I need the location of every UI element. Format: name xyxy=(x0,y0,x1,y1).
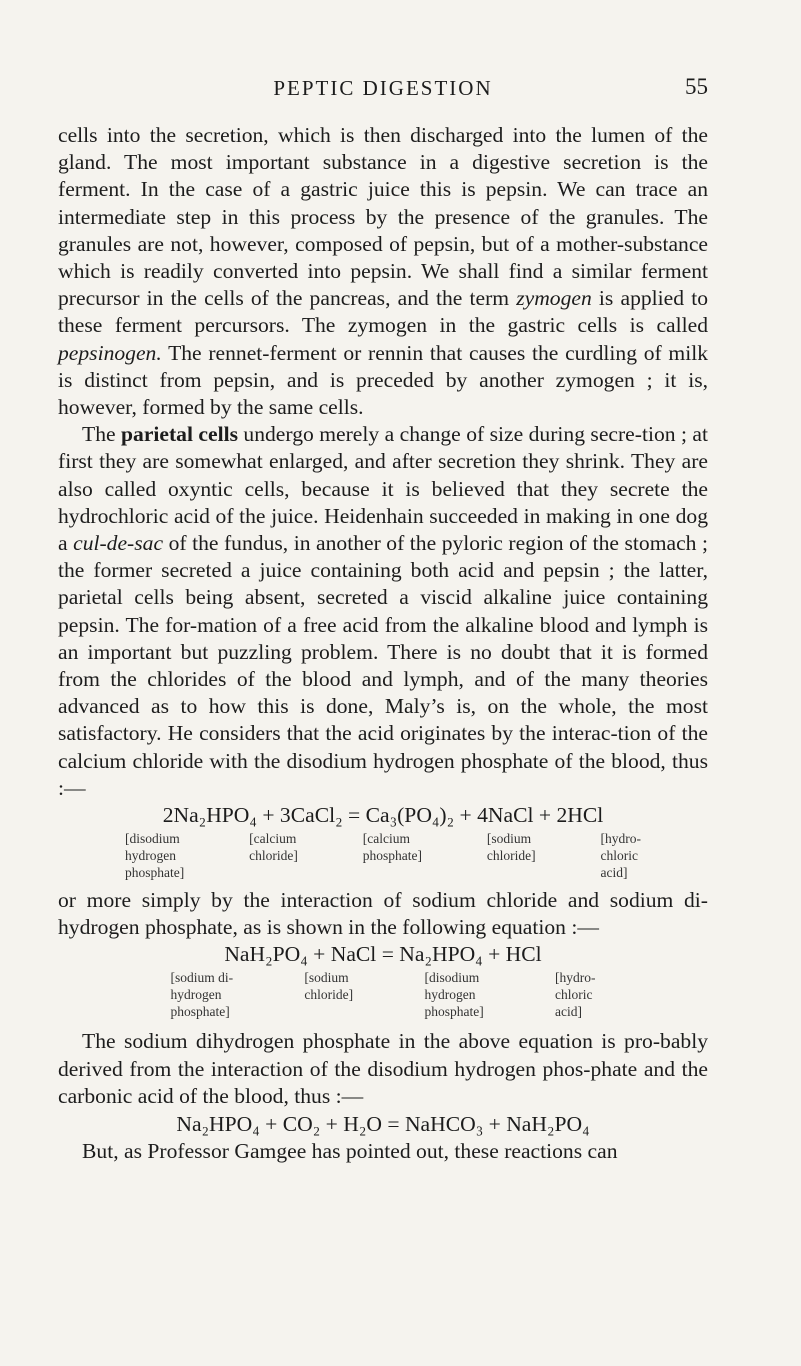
term-parietal-cells: parietal cells xyxy=(121,422,238,447)
equation-label: [disodium hydrogen phosphate] xyxy=(424,970,484,1020)
paragraph-simpler: or more simply by the interaction of sodium chloride and sodium di-hydrogen phosphate, as is shown in the following equation :— xyxy=(58,888,708,940)
equation-label: [hydro- chloric acid] xyxy=(600,831,641,881)
equation-formula: NaH₂PO₄ + NaCl = Na₂HPO₄ + HCl xyxy=(224,942,542,967)
text-run: is applied to these ferment percursors. The zymogen in the gastric cells is called xyxy=(58,286,708,338)
term-cul-de-sac: cul-de-sac xyxy=(73,531,164,556)
equation-label: [sodium di- hydrogen phosphate] xyxy=(170,970,234,1020)
equation-labels xyxy=(125,830,641,881)
equation-formula: 2Na₂HPO₄ + 3CaCl₂ = Ca₃(PO₄)₂ + 4NaCl + 2HCl xyxy=(162,803,604,828)
paragraph-dihydrogen: The sodium dihydrogen phosphate in the above equation is pro-bably derived from the interaction of the disodium hydrogen phos-phate and the carbonic acid of the blood, thus :— xyxy=(58,1029,708,1108)
paragraph-parietal-cells xyxy=(58,421,708,802)
text-run: cells into the secretion, which is then discharged into the lumen of the gland. The most important substance in a digestive secretion is the ferment. In the case of a gastric juice this is pepsin. We can trace an intermediate step in this process by the presence of the granules. The granules are not, however, composed of pepsin, but of a mother-substance which is readily converted into pepsin. We shall find a similar ferment precursor in the cells of the pancreas, and the term xyxy=(58,123,708,311)
text-run: The xyxy=(82,422,122,447)
paragraph-zymogen xyxy=(58,122,708,421)
running-title: PEPTIC DIGESTION xyxy=(273,76,493,100)
equation-label: [hydro- chloric acid] xyxy=(554,970,596,1020)
text-run: The rennet-ferment or rennin that causes the curdling of milk is distinct from pepsin, and is preceded by another zymogen ; it is, however, formed by the same cells. xyxy=(58,340,708,420)
equation-label: [calcium phosphate] xyxy=(362,831,422,864)
text-run: undergo merely a change of size during secre-tion ; at first they are somewhat enlarged, and after secretion they shrink. They are also called oxyntic cells, because it is believed that they secrete the hydrochloric acid of the juice. Heidenhain succeeded in making in one dog a xyxy=(58,422,708,556)
term-zymogen: zymogen xyxy=(516,286,592,311)
page-header xyxy=(58,74,708,110)
equation-label: [disodium hydrogen phosphate] xyxy=(125,831,185,881)
term-pepsinogen: pepsinogen. xyxy=(58,340,162,365)
page-number: 55 xyxy=(685,74,708,99)
equation-labels xyxy=(171,969,596,1020)
paragraph-gamgee: But, as Professor Gamgee has pointed out, these reactions can xyxy=(82,1139,618,1164)
body-text xyxy=(58,122,708,1165)
equation-label: [calcium chloride] xyxy=(249,831,298,864)
equation-carbonic xyxy=(58,1111,708,1138)
equation-label: [sodium chloride] xyxy=(304,970,354,1003)
text-run: of the fundus, in another of the pyloric region of the stomach ; the former secreted a juice containing both acid and pepsin ; the latter, parietal cells being absent, secreted a viscid alkaline juice containing pepsin. The for-mation of a free acid from the alkaline blood and lymph is an important but puzzling problem. There is no doubt that it is formed from the chlorides of the blood and lymph, and of the many theories advanced as to how this is done, Maly’s is, on the whole, the most satisfactory. He considers that the acid originates by the interac-tion of the calcium chloride with the disodium hydrogen phosphate of the blood, thus :— xyxy=(58,531,708,800)
equation-label: [sodium chloride] xyxy=(486,831,536,864)
equation-maly xyxy=(58,802,708,881)
equation-simple xyxy=(58,941,708,1020)
equation-formula: Na₂HPO₄ + CO₂ + H₂O = NaHCO₃ + NaH₂PO₄ xyxy=(176,1112,590,1137)
